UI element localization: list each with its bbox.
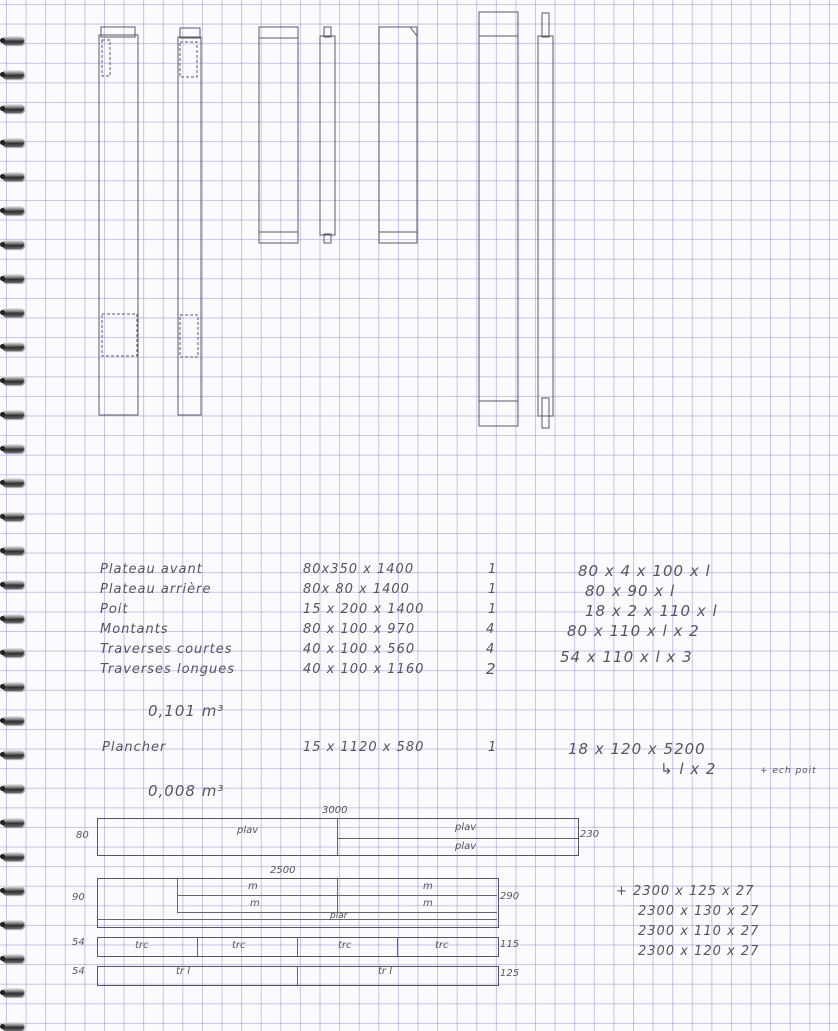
sketch-traverse-longue-1 (479, 12, 518, 426)
binding-ring (2, 750, 24, 759)
piece-label: m (423, 881, 433, 892)
part-name: Poit (100, 602, 129, 617)
part-note: 54 x 110 x l x 3 (560, 648, 693, 666)
piece-label: m (250, 898, 260, 909)
volume-total: 0,101 m³ (148, 702, 225, 720)
binding-ring (2, 648, 24, 657)
piece-label: plav (455, 841, 477, 852)
part-name: Plateau avant (100, 562, 203, 577)
board-cut (297, 937, 298, 956)
binding-ring (2, 784, 24, 793)
layout-height: 80 (76, 830, 89, 841)
plancher-name: Plancher (102, 740, 167, 755)
layout-end: 290 (500, 891, 520, 902)
part-qty: 4 (486, 622, 496, 637)
binding-ring (2, 1022, 24, 1031)
binding-ring (2, 988, 24, 997)
layout-end: 230 (580, 829, 600, 840)
plancher-subnote: ↳ l x 2 (660, 760, 717, 778)
stock-item: + 2300 x 125 x 27 (616, 884, 755, 899)
board-outline (97, 966, 499, 986)
stock-item: 2300 x 130 x 27 (638, 904, 760, 919)
stock-item: 2300 x 110 x 27 (638, 924, 760, 939)
volume-plancher: 0,008 m³ (148, 782, 225, 800)
layout-height: 90 (72, 892, 85, 903)
board-cut (197, 937, 198, 956)
part-name: Traverses longues (100, 662, 236, 677)
part-name: Plateau arrière (100, 582, 212, 597)
plancher-note: 18 x 120 x 5200 (568, 740, 706, 758)
plancher-extra: + ech poit (760, 766, 817, 776)
board-cut (337, 878, 338, 912)
part-qty: 1 (488, 582, 498, 597)
piece-label: plar (330, 911, 348, 921)
part-name: Traverses courtes (100, 642, 233, 657)
plancher-qty: 1 (488, 740, 498, 755)
piece-label: trc (232, 940, 246, 951)
layout-length: 3000 (322, 805, 348, 816)
part-qty: 1 (488, 562, 498, 577)
board-outline (97, 878, 499, 928)
layout-end: 125 (500, 968, 520, 979)
part-note: 80 x 110 x l x 2 (567, 622, 700, 640)
binding-ring (2, 716, 24, 725)
board-cut (97, 919, 497, 920)
piece-label: tr l (378, 966, 392, 977)
layout-height: 54 (72, 966, 85, 977)
piece-label: trc (135, 940, 149, 951)
board-cut (177, 878, 178, 912)
binding-ring (2, 920, 24, 929)
part-dims: 80 x 100 x 970 (303, 622, 416, 637)
board-cut (337, 838, 578, 839)
binding-ring (2, 852, 24, 861)
piece-label: trc (435, 940, 449, 951)
layout-end: 115 (500, 939, 520, 950)
piece-label: m (423, 898, 433, 909)
part-note: 80 x 90 x l (585, 582, 676, 600)
sketch-plateau-arriere (379, 27, 417, 243)
binding-ring (2, 954, 24, 963)
plancher-dims: 15 x 1120 x 580 (303, 740, 425, 755)
binding-ring (2, 614, 24, 623)
board-cut (297, 966, 298, 985)
piece-label: m (248, 881, 258, 892)
part-note: 80 x 4 x 100 x l (578, 562, 711, 580)
sketch-plateau-avant (259, 27, 298, 243)
board-cut (337, 818, 338, 855)
binding-ring (2, 818, 24, 827)
sketch-traverse (320, 27, 335, 243)
piece-label: tr l (176, 966, 190, 977)
part-dims: 40 x 100 x 1160 (303, 662, 425, 677)
board-cut (397, 937, 398, 956)
sketch-montant-1 (99, 27, 138, 415)
layout-length: 2500 (270, 865, 296, 876)
stock-item: 2300 x 120 x 27 (638, 944, 760, 959)
part-dims: 80x350 x 1400 (303, 562, 415, 577)
board-outline (97, 818, 579, 856)
sketch-traverse-longue-2 (538, 13, 553, 428)
part-qty: 1 (488, 602, 498, 617)
part-note: 18 x 2 x 110 x l (585, 602, 718, 620)
piece-label: plav (455, 822, 477, 833)
binding-ring (2, 580, 24, 589)
part-qty: 4 (486, 642, 496, 657)
part-dims: 80x 80 x 1400 (303, 582, 410, 597)
sketch-montant-2 (178, 28, 201, 415)
piece-label: trc (338, 940, 352, 951)
binding-ring (2, 546, 24, 555)
binding-ring (2, 682, 24, 691)
part-qty: 2 (486, 660, 497, 678)
piece-label: plav (237, 825, 259, 836)
part-dims: 40 x 100 x 560 (303, 642, 416, 657)
layout-height: 54 (72, 937, 85, 948)
binding-ring (2, 886, 24, 895)
part-dims: 15 x 200 x 1400 (303, 602, 425, 617)
part-name: Montants (100, 622, 169, 637)
